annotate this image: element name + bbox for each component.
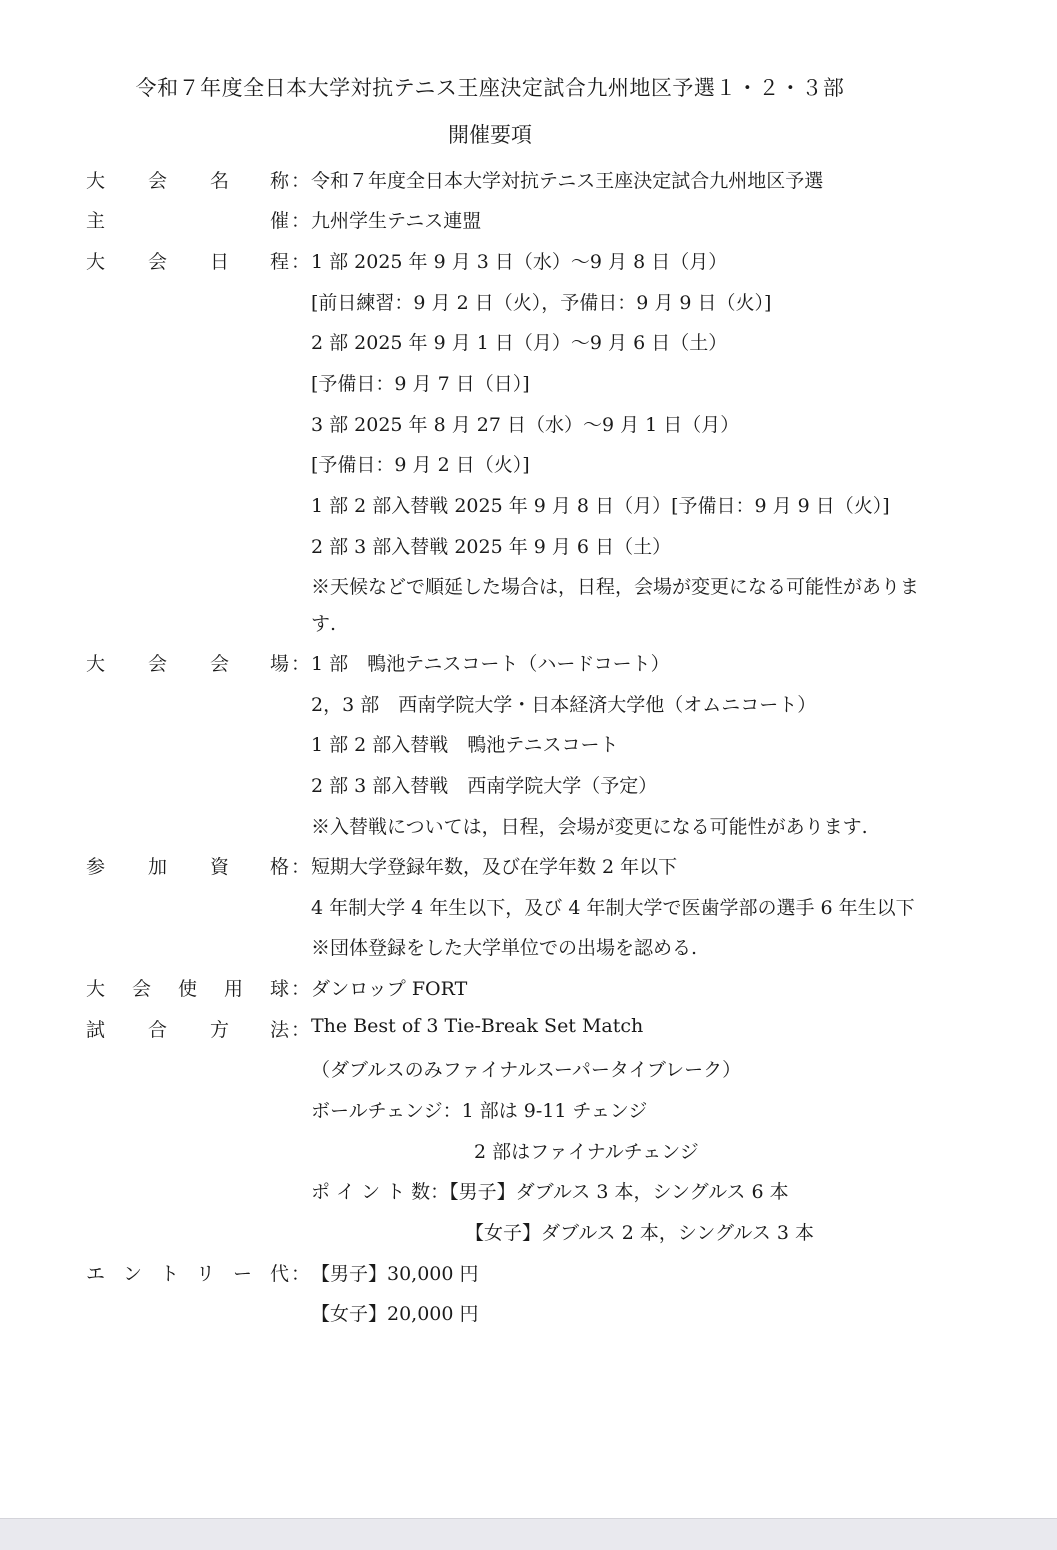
- eligibility-line: 4 年制大学 4 年生以下，及び 4 年制大学で医歯学部の選手 6 年生以下: [311, 897, 915, 919]
- colon: ：: [291, 1019, 311, 1041]
- schedule-note: す.: [311, 613, 337, 635]
- label-eligibility: 参 加 資 格: [86, 856, 290, 878]
- entry-fee-line: 【女子】20,000 円: [311, 1303, 479, 1325]
- match-format-line: （ダブルスのみファイナルスーパータイブレーク）: [311, 1059, 742, 1081]
- colon: ：: [291, 210, 311, 232]
- points-line: 【女子】ダブルス 2 本，シングルス 3 本: [465, 1222, 815, 1244]
- label-tournament-name: 大 会 名 称: [86, 170, 290, 192]
- venue-line: 2，3 部 西南学院大学・日本経済大学他（オムニコート）: [311, 694, 817, 716]
- venue-line: 2 部 3 部入替戦 西南学院大学（予定）: [311, 775, 658, 797]
- venue-note: ※入替戦については，日程，会場が変更になる可能性があります.: [311, 816, 868, 838]
- match-format-line: The Best of 3 Tie-Break Set Match: [311, 1015, 644, 1037]
- colon: ：: [291, 978, 311, 1000]
- eligibility-note: ※団体登録をした大学単位での出場を認める.: [311, 937, 698, 959]
- entry-fee-line: 【男子】30,000 円: [311, 1263, 479, 1285]
- schedule-line: 2 部 2025 年 9 月 1 日（月）〜9 月 6 日（土）: [311, 332, 728, 354]
- official-ball-value: ダンロップ FORT: [311, 978, 468, 1000]
- colon: ：: [291, 653, 311, 675]
- schedule-line: 1 部 2 部入替戦 2025 年 9 月 8 日（月）[予備日：9 月 9 日（火）]: [311, 495, 890, 517]
- organizer-value: 九州学生テニス連盟: [311, 210, 482, 232]
- tournament-name-value: 令和７年度全日本大学対抗テニス王座決定試合九州地区予選: [311, 170, 824, 192]
- label-match-format: 試 合 方 法: [86, 1019, 290, 1041]
- viewer-bottom-bar: [0, 1518, 1057, 1550]
- page-title: 令和７年度全日本大学対抗テニス王座決定試合九州地区予選１・２・３部: [135, 76, 845, 100]
- venue-line: 1 部 2 部入替戦 鴨池テニスコート: [311, 734, 619, 756]
- label-schedule: 大 会 日 程: [86, 251, 290, 273]
- colon: ：: [291, 251, 311, 273]
- schedule-line: 2 部 3 部入替戦 2025 年 9 月 6 日（土）: [311, 536, 672, 558]
- label-entry-fee: エ ン ト リ ー 代: [86, 1263, 290, 1285]
- label-venue: 大 会 会 場: [86, 653, 290, 675]
- venue-line: 1 部 鴨池テニスコート（ハードコート）: [311, 653, 670, 675]
- schedule-line: 3 部 2025 年 8 月 27 日（水）〜9 月 1 日（月）: [311, 414, 740, 436]
- colon: ：: [291, 1263, 311, 1285]
- label-organizer: 主 催: [86, 210, 290, 232]
- ball-change-line: 2 部はファイナルチェンジ: [474, 1141, 699, 1163]
- points-line: ポ イ ン ト 数：【男子】ダブルス 3 本，シングルス 6 本: [311, 1181, 789, 1203]
- eligibility-line: 短期大学登録年数，及び在学年数 2 年以下: [311, 856, 678, 878]
- schedule-line: 1 部 2025 年 9 月 3 日（水）〜9 月 8 日（月）: [311, 251, 728, 273]
- page-subtitle: 開催要項: [448, 123, 532, 147]
- ball-change-line: ボールチェンジ：1 部は 9-11 チェンジ: [311, 1100, 648, 1122]
- colon: ：: [291, 170, 311, 192]
- schedule-line: [予備日：9 月 2 日（火）]: [311, 454, 530, 476]
- label-official-ball: 大 会 使 用 球: [86, 978, 290, 1000]
- colon: ：: [291, 856, 311, 878]
- schedule-line: [予備日：9 月 7 日（日）]: [311, 373, 530, 395]
- schedule-note: ※天候などで順延した場合は，日程，会場が変更になる可能性がありま: [311, 576, 920, 598]
- schedule-line: [前日練習：9 月 2 日（火），予備日：9 月 9 日（火）]: [311, 292, 772, 314]
